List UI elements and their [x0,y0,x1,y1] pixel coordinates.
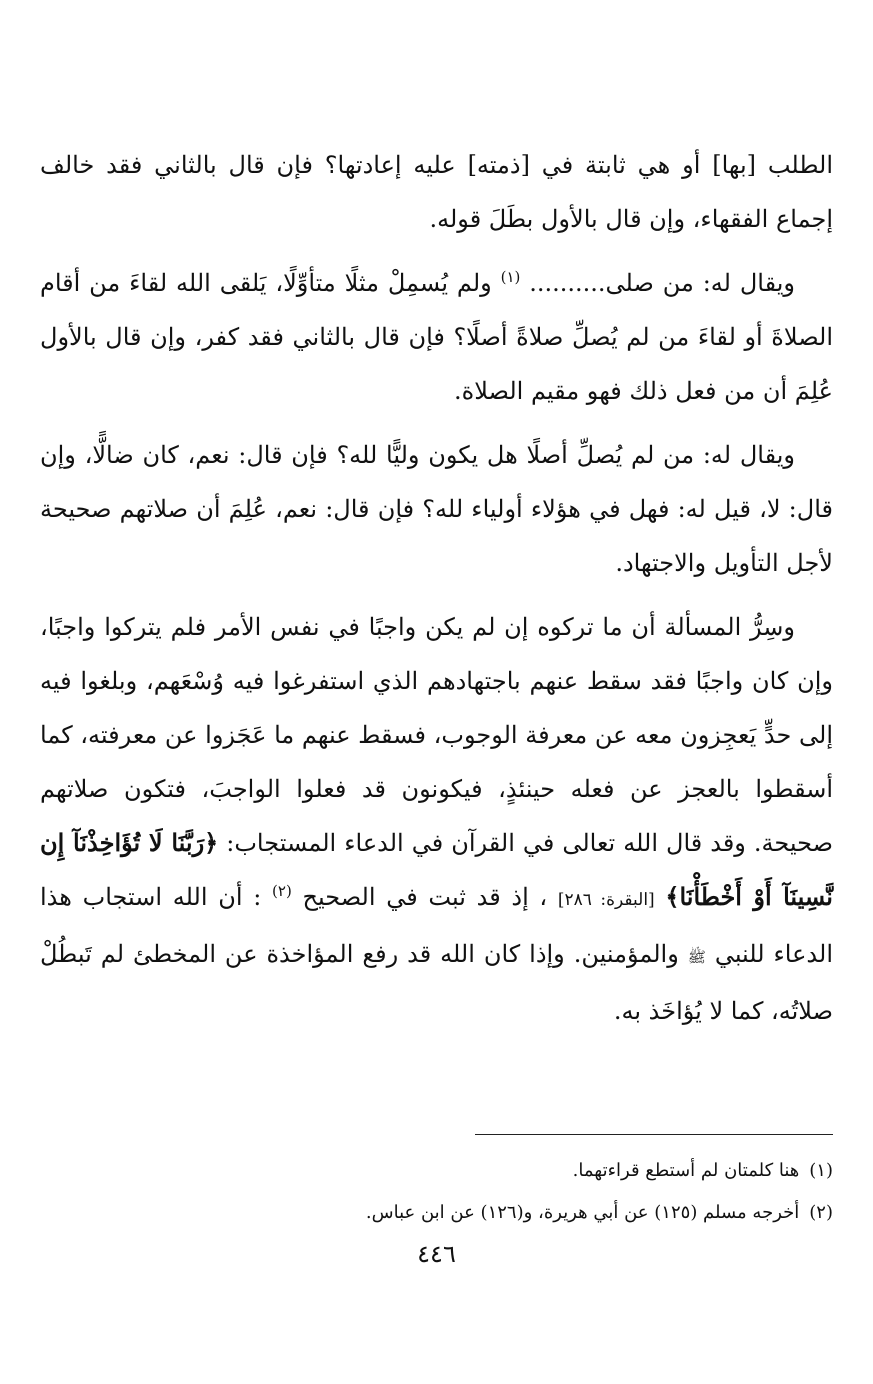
footnote-2 [40,1192,833,1234]
paragraph-2-text-a: ويقال له: من صلى.......... [529,269,795,297]
paragraph-2 [40,256,833,418]
footnote-2-number: (٢) [809,1202,833,1223]
salutation-glyph: ﷺ [687,948,706,966]
paragraph-4-text-b: ، إذ قد ثبت في الصحيح [302,883,548,911]
verse-citation: [البقرة: ٢٨٦] [557,890,655,910]
footnote-1-text: هنا كلمتان لم أستطع قراءتهما. [572,1160,800,1181]
paragraph-3 [40,428,833,590]
paragraph-4 [40,600,833,1038]
paragraph-4-text-a: وسِرُّ المسألة أن ما تركوه إن لم يكن واجبًا في نفس الأمر فلم يتركوا واجبًا، وإن كان واجبًا فقد سقط عنهم باجتهادهم الذي استفرغوا فيه وُسْعَهم، وبلغوا فيه إلى حدٍّ يَعجِزون معه عن معرفة الوجوب، فسقط عنهم ما عَجَزوا عن معرفته، كما أسقطوا بالعجز عن فعله حينئذٍ، فيكونون قد فعلوا الواجبَ، فتكون صلاتهم صحيحة. وقد قال الله تعالى في القرآن في الدعاء المستجاب: [40,613,833,857]
paragraph-4-text-d: والمؤمنين. وإذا كان الله قد رفع المؤاخذة عن المخطئ لم تَبطُلْ صلاتُه، كما لا يُؤاخَذ به. [40,940,833,1025]
footnote-2-text: أخرجه مسلم (١٢٥) عن أبي هريرة، و(١٢٦) عن ابن عباس. [365,1202,800,1223]
paragraph-2-text-b: ولم يُسمِلْ مثلًا متأوِّلًا، يَلقى الله لقاءَ من أقام الصلاةَ أو لقاءَ من لم يُصلِّ صلاةً أصلًا؟ فإن قال بالثاني فقد كفر، وإن قال بالأول عُلِمَ أن من فعل ذلك فهو مقيم الصلاة. [40,269,833,405]
footnote-1-number: (١) [809,1160,833,1181]
footnotes-section [40,1150,833,1234]
paragraph-1-text: الطلب [بها] أو هي ثابتة في [ذمته] عليه إعادتها؟ فإن قال بالثاني فقد خالف إجماع الفقهاء، وإن قال بالأول بطَلَ قوله. [40,151,833,233]
main-text [40,138,833,1038]
footnote-ref-1[interactable]: (١) [500,268,521,286]
footnote-separator [475,1134,833,1135]
paragraph-3-text: ويقال له: من لم يُصلِّ أصلًا هل يكون وليًّا لله؟ فإن قال: نعم، كان ضالًّا، وإن قال: لا، قيل له: فهل في هؤلاء أولياء لله؟ فإن قال: نعم، عُلِمَ أن صلاتهم صحيحة لأجل التأويل والاجتهاد. [40,441,833,577]
footnote-1 [40,1150,833,1192]
quran-verse: ﴿رَبَّنَا لَا تُؤَاخِذْنَآ إِن نَّسِينَآ أَوْ أَخْطَأْنَا﴾ [40,828,833,911]
page-number: ٤٤٦ [417,1240,456,1268]
paragraph-1 [40,138,833,246]
paragraph-4-text-c: : أن الله استجاب هذا الدعاء للنبي [40,883,833,968]
footnote-ref-2[interactable]: (٢) [272,882,292,900]
